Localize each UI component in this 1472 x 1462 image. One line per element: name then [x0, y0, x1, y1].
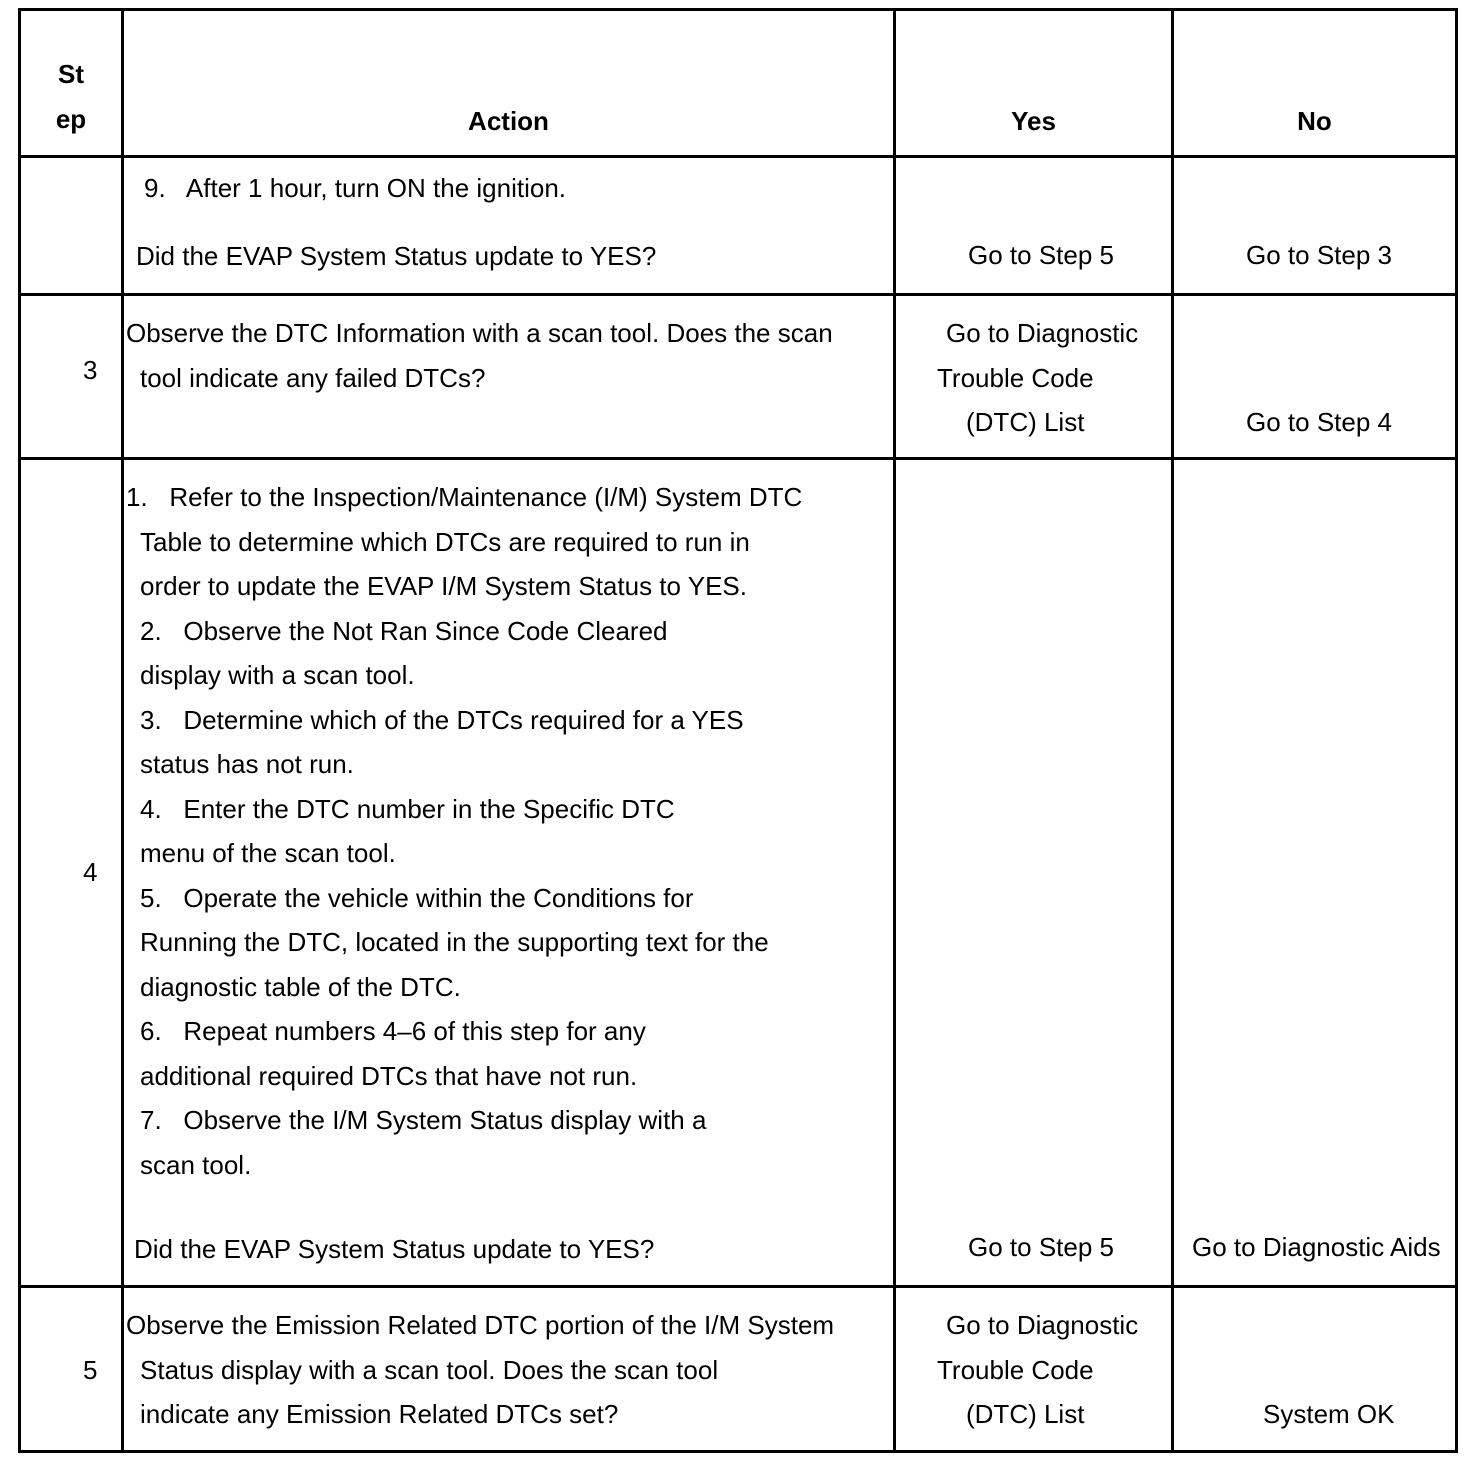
header-yes: Yes [895, 10, 1173, 157]
no-cell [1173, 295, 1457, 459]
action-line: 2. Observe the Not Ran Since Code Cleared [140, 615, 668, 646]
action-line: menu of the scan tool. [140, 838, 396, 868]
diagnostic-table [18, 8, 1458, 1453]
yes-result-line: Trouble Code [937, 1354, 1094, 1385]
header-no: No [1173, 10, 1457, 157]
no-cell [1173, 459, 1457, 1287]
action-line: scan tool. [140, 1149, 252, 1180]
yes-result-line: Trouble Code [937, 362, 1094, 393]
header-step-line1: St [58, 59, 84, 89]
action-cell [123, 459, 895, 1287]
yes-result-line: (DTC) List [966, 407, 1085, 437]
step-cell [20, 157, 123, 295]
table-row [20, 1287, 1457, 1452]
step-number: 3 [83, 355, 98, 385]
action-line: status has not run. [140, 749, 354, 779]
action-line: 6. Repeat numbers 4–6 of this step for any [140, 1016, 646, 1046]
header-step-line2: ep [55, 103, 87, 134]
yes-cell [895, 157, 1173, 295]
no-result: Go to Step 4 [1246, 407, 1392, 437]
action-cell [123, 157, 895, 295]
step-number [21, 158, 121, 293]
action-line: Table to determine which DTCs are required to run in [140, 526, 750, 557]
action-line: order to update the EVAP I/M System Status to YES. [140, 571, 747, 601]
no-result: System OK [1263, 1399, 1395, 1429]
action-line: 5. Operate the vehicle within the Conditions for [140, 882, 694, 913]
action-line: tool indicate any failed DTCs? [140, 362, 486, 393]
action-line: diagnostic table of the DTC. [140, 971, 461, 1002]
table-row [20, 295, 1457, 459]
step-number: 4 [83, 857, 98, 887]
action-line: 1. Refer to the Inspection/Maintenance (I/M) System DTC [126, 482, 803, 512]
action-line: Observe the Emission Related DTC portion of the I/M System [126, 1310, 835, 1340]
header-step [20, 10, 123, 157]
action-line: 3. Determine which of the DTCs required for a YES [140, 704, 744, 735]
step-number: 5 [83, 1355, 98, 1385]
action-line: 9. After 1 hour, turn ON the ignition. [144, 173, 567, 203]
no-result: Go to Diagnostic Aids [1192, 1232, 1441, 1262]
action-line: 4. Enter the DTC number in the Specific DTC [140, 793, 675, 824]
table-row [20, 459, 1457, 1287]
action-line: Observe the DTC Information with a scan tool. Does the scan [126, 318, 833, 348]
no-cell [1173, 1287, 1457, 1452]
action-line: indicate any Emission Related DTCs set? [140, 1399, 619, 1429]
action-line: 7. Observe the I/M System Status display with a [140, 1105, 707, 1135]
action-cell [123, 295, 895, 459]
yes-cell [895, 1287, 1173, 1452]
step-cell [20, 459, 123, 1287]
step-cell [20, 295, 123, 459]
yes-cell [895, 295, 1173, 459]
action-line: Status display with a scan tool. Does the scan tool [140, 1354, 719, 1385]
yes-result-line: Go to Diagnostic [946, 1310, 1139, 1340]
header-action: Action [123, 10, 895, 157]
action-question: Did the EVAP System Status update to YES? [136, 240, 657, 271]
action-question: Did the EVAP System Status update to YES? [134, 1234, 655, 1264]
yes-result: Go to Step 5 [968, 1232, 1114, 1262]
yes-result: Go to Step 5 [968, 240, 1114, 270]
yes-result-line: (DTC) List [966, 1399, 1085, 1429]
action-line: additional required DTCs that have not run. [140, 1060, 638, 1091]
action-cell [123, 1287, 895, 1452]
step-cell [20, 1287, 123, 1452]
action-line: Running the DTC, located in the supporting text for the [140, 927, 769, 957]
yes-result-line: Go to Diagnostic [946, 318, 1139, 348]
table-row [20, 157, 1457, 295]
action-line: display with a scan tool. [140, 660, 415, 690]
no-result: Go to Step 3 [1246, 240, 1392, 270]
yes-cell [895, 459, 1173, 1287]
header-row [20, 10, 1457, 157]
no-cell [1173, 157, 1457, 295]
